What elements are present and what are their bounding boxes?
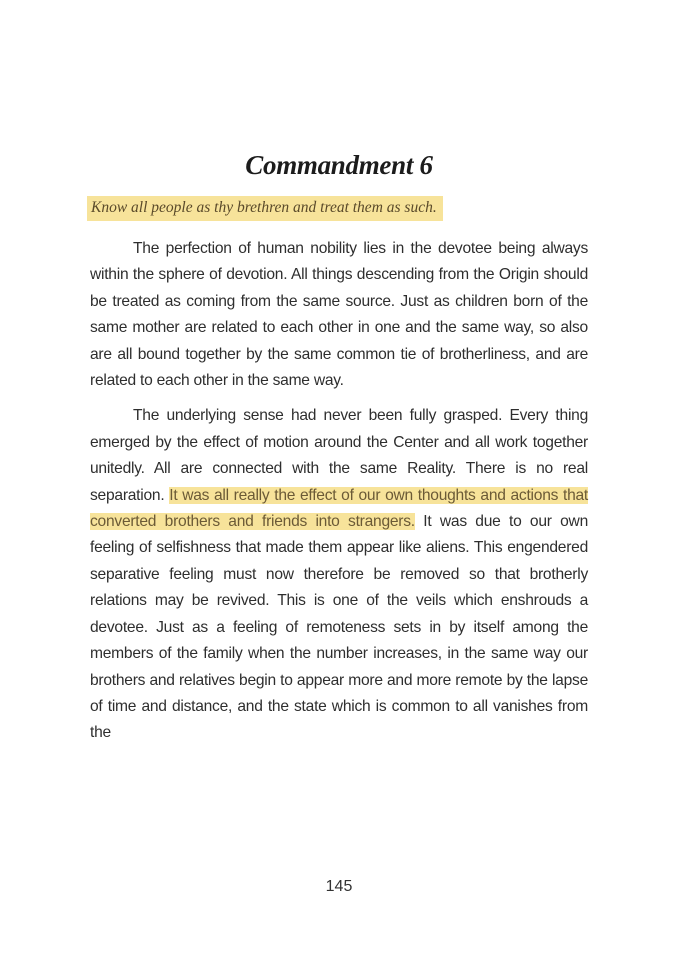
highlighted-sentence: It was all really the effect of our own thoughts and actions that converted brothers and friends into strangers. — [90, 486, 588, 531]
paragraph-2 — [90, 403, 588, 746]
epigraph-container — [87, 196, 567, 221]
paragraph-1: The perfection of human nobility lies in the devotee being always within the sphere of devotion. All things descending from the Origin should be treated as coming from the same source. Just as children born of the same mother are related to each other in one and the same way, so also are all bound together by the same common tie of brotherliness, and are related to each other in the same way. — [90, 240, 588, 390]
paragraph-2-before: The underlying sense had never been fully grasped. Every thing emerged by the effect of motion around the Center and all work together unitedly. All are connected with the same Reality. There is no real separation. — [90, 407, 588, 504]
page-number: 145 — [325, 878, 353, 895]
highlighted-epigraph: Know all people as thy brethren and treat them as such. — [87, 196, 443, 221]
body-text — [90, 236, 588, 756]
paragraph-2-after: It was due to our own feeling of selfishness that made them appear like aliens. This engendered separative feeling must now therefore be removed so that brotherly relations may be revived. This is one of the veils which enshrouds a devotee. Just as a feeling of remoteness sets in by itself among the members of the family when the number increases, in the same way our brothers and relatives begin to appear more and more remote by the lapse of time and distance, and the state which is common to all vanishes from the — [90, 513, 588, 742]
chapter-title: Commandment 6 — [245, 150, 433, 180]
